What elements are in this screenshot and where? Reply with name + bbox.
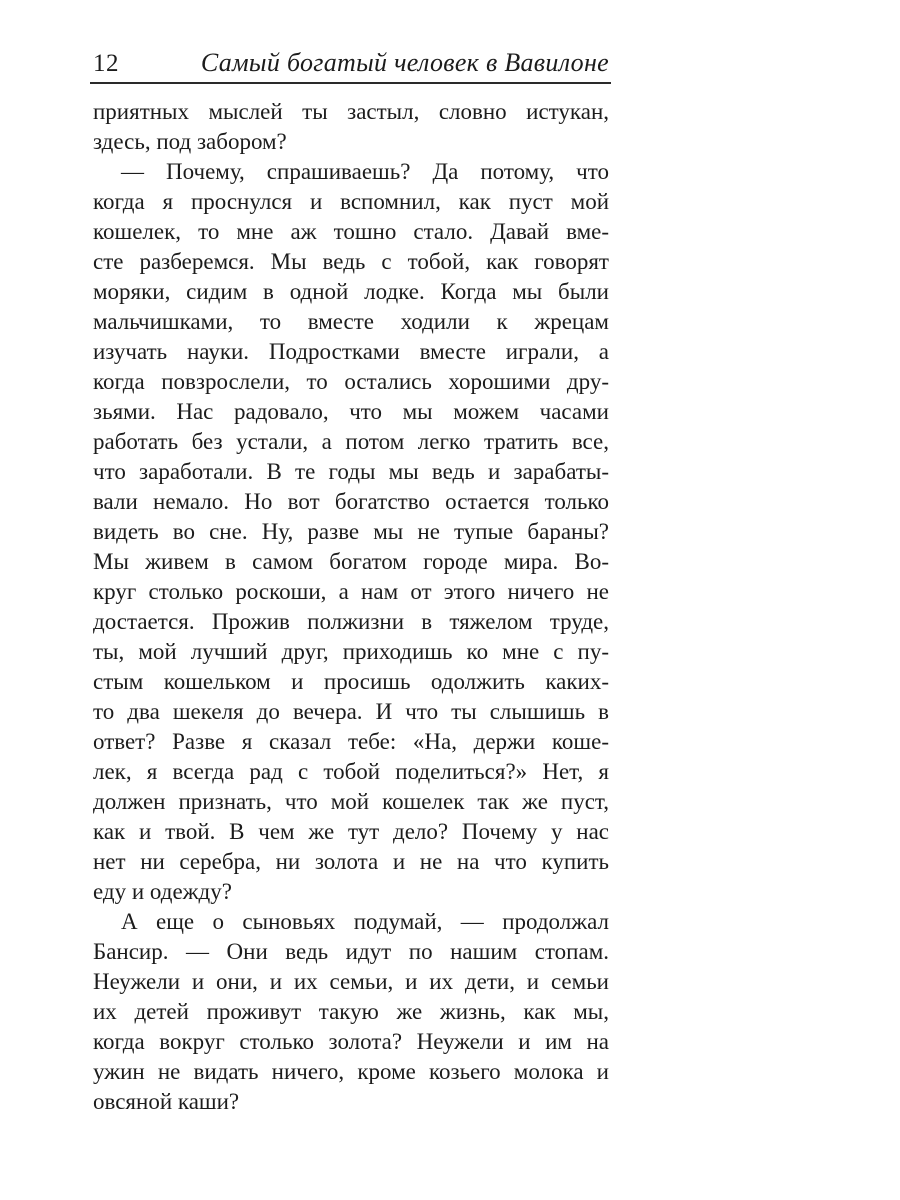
- text-line: нет ни серебра, ни золота и не на что купить: [93, 849, 609, 874]
- text-line: здесь, под забором?: [93, 129, 287, 154]
- text-line: стым кошельком и просишь одолжить каких-: [93, 669, 609, 694]
- page-header: [93, 48, 609, 80]
- text-line: Мы живем в самом богатом городе мира. Во-: [93, 549, 609, 574]
- text-line: — Почему, спрашиваешь? Да потому, что: [121, 159, 609, 184]
- text-line: что заработали. В те годы мы ведь и зарабаты-: [93, 459, 609, 484]
- paragraph: [93, 907, 609, 1117]
- text-line: лек, я всегда рад с тобой поделиться?» Нет, я: [93, 759, 609, 784]
- text-line: еду и одежду?: [93, 879, 232, 904]
- text-line: Неужели и они, и их семьи, и их дети, и семьи: [93, 969, 609, 994]
- text-line: А еще о сыновьях подумай, — продолжал: [121, 909, 609, 934]
- text-line: когда вокруг столько золота? Неужели и им на: [93, 1029, 609, 1054]
- text-line: работать без устали, а потом легко тратить все,: [93, 429, 609, 454]
- text-line: ужин не видать ничего, кроме козьего молока и: [93, 1059, 609, 1084]
- text-line: мальчишками, то вместе ходили к жрецам: [93, 309, 609, 334]
- text-line: их детей проживут такую же жизнь, как мы,: [93, 999, 609, 1024]
- text-line: ты, мой лучший друг, приходишь ко мне с пу-: [93, 639, 609, 664]
- text-line: приятных мыслей ты застыл, словно истукан,: [93, 99, 609, 124]
- header-rule: [90, 82, 611, 84]
- text-line: видеть во сне. Ну, разве мы не тупые бараны?: [93, 519, 609, 544]
- text-line: сте разберемся. Мы ведь с тобой, как говорят: [93, 249, 609, 274]
- text-line: изучать науки. Подростками вместе играли, а: [93, 339, 609, 364]
- paragraph: [93, 157, 609, 907]
- text-line: когда повзрослели, то остались хорошими дру-: [93, 369, 609, 394]
- text-line: достается. Прожив полжизни в тяжелом труде,: [93, 609, 609, 634]
- text-line: моряки, сидим в одной лодке. Когда мы были: [93, 279, 609, 304]
- page-number: 12: [93, 50, 119, 77]
- paragraph: [93, 97, 609, 157]
- text-line: когда я проснулся и вспомнил, как пуст мой: [93, 189, 609, 214]
- text-line: как и твой. В чем же тут дело? Почему у нас: [93, 819, 609, 844]
- text-line: ответ? Разве я сказал тебе: «На, держи коше-: [93, 729, 609, 754]
- text-line: кошелек, то мне аж тошно стало. Давай вме-: [93, 219, 609, 244]
- text-line: должен признать, что мой кошелек так же пуст,: [93, 789, 609, 814]
- text-line: Бансир. — Они ведь идут по нашим стопам.: [93, 939, 609, 964]
- text-line: то два шекеля до вечера. И что ты слышишь в: [93, 699, 609, 724]
- text-line: овсяной каши?: [93, 1089, 240, 1114]
- running-title: Самый богатый человек в Вавилоне: [200, 48, 609, 77]
- body-text: [93, 97, 609, 1117]
- text-line: круг столько роскоши, а нам от этого ничего не: [93, 579, 609, 604]
- text-line: вали немало. Но вот богатство остается только: [93, 489, 609, 514]
- text-line: зьями. Нас радовало, что мы можем часами: [93, 399, 609, 424]
